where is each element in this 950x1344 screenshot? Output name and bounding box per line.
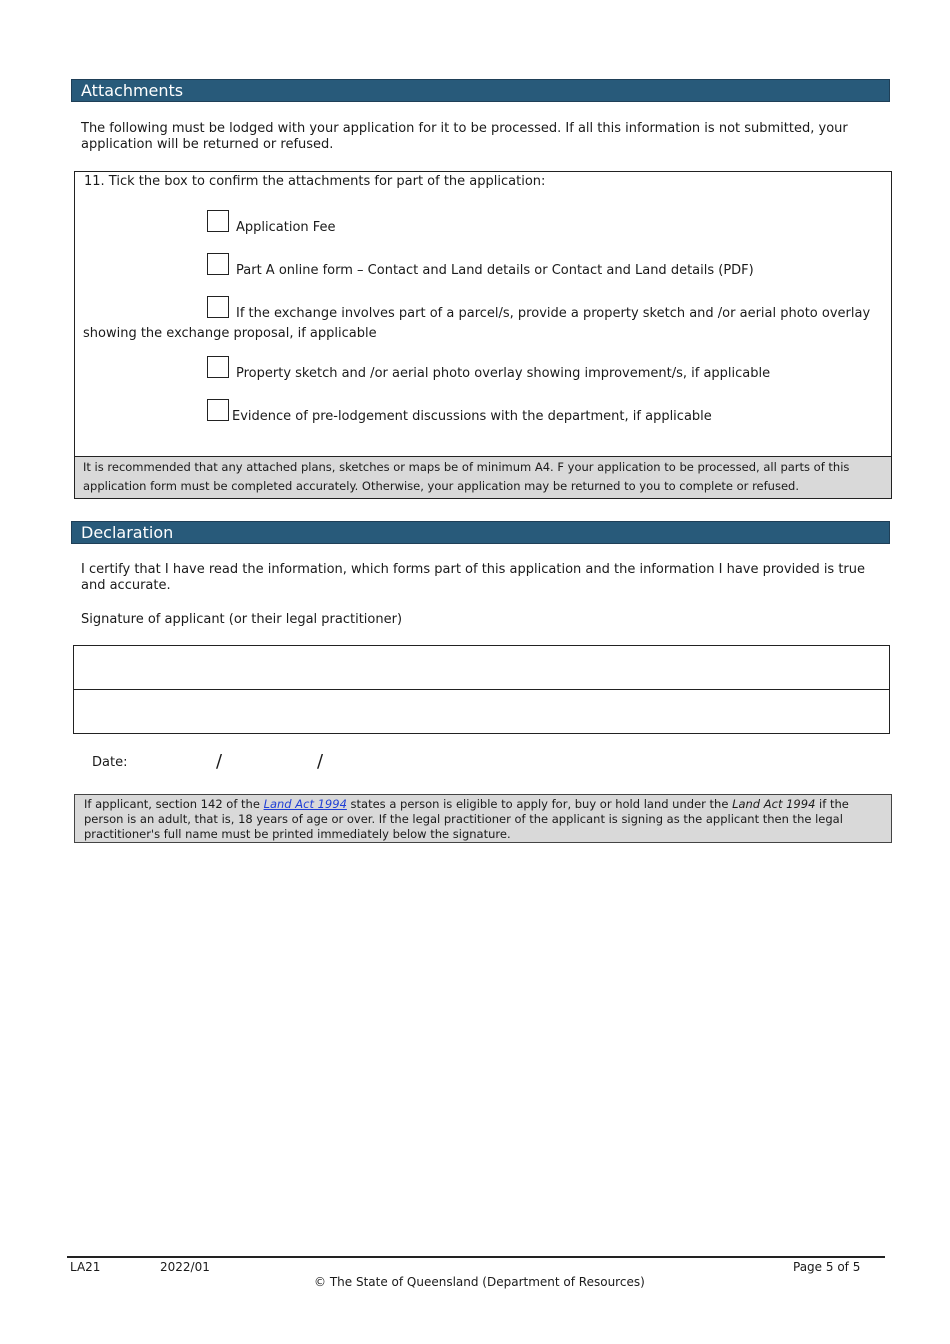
attachments-note: It is recommended that any attached plans, sketches or maps be of minimum A4. F your application to be processed, all parts of this application form must be completed accurately. Otherwise, your application may be returned to you to complete or refused.	[75, 456, 891, 498]
footer-version: 2022/01	[160, 1260, 210, 1274]
land-act-title: Land Act 1994	[732, 797, 816, 811]
date-day-field[interactable]	[130, 750, 210, 774]
footer-page-number: Page 5 of 5	[793, 1260, 861, 1274]
date-separator-1: /	[216, 751, 223, 772]
date-separator-2: /	[317, 751, 324, 772]
date-label: Date:	[92, 755, 128, 770]
question-label: 11. Tick the box to confirm the attachments for part of the application:	[84, 174, 546, 189]
legal-note-part2: states a person is eligible to apply for, buy or hold land under the	[346, 797, 733, 811]
legal-note-part3: if the person is an adult, that is, 18 years of age or over. If the legal practitioner of the applicant is signing as the applicant then the legal practitioner's full name must be printed immediately below the signature.	[84, 797, 849, 841]
signature-field[interactable]	[73, 645, 890, 690]
legal-note	[74, 794, 892, 843]
date-month-field[interactable]	[230, 750, 314, 774]
land-act-link[interactable]: Land Act 1994	[263, 797, 347, 811]
checkbox-pre-lodgement[interactable]	[207, 399, 229, 421]
footer-divider	[67, 1256, 885, 1258]
checkbox-improvements-sketch[interactable]	[207, 356, 229, 378]
footer-copyright: © The State of Queensland (Department of Resources)	[314, 1275, 645, 1289]
attachments-heading: Attachments	[71, 79, 890, 102]
checkbox-label-improvements-sketch: Property sketch and /or aerial photo overlay showing improvement/s, if applicable	[236, 366, 771, 381]
checkbox-part-a-form[interactable]	[207, 253, 229, 275]
date-year-field[interactable]	[332, 750, 422, 774]
checkbox-label-exchange-sketch: If the exchange involves part of a parcel/s, provide a property sketch and /or aerial photo overlay	[236, 306, 871, 321]
footer-form-code: LA21	[70, 1260, 101, 1274]
checkbox-label-application-fee: Application Fee	[236, 220, 336, 235]
checkbox-label-pre-lodgement: Evidence of pre-lodgement discussions with the department, if applicable	[232, 409, 712, 424]
declaration-certify: I certify that I have read the information, which forms part of this application and the information I have provided is true and accurate.	[81, 562, 866, 593]
declaration-heading: Declaration	[71, 521, 890, 544]
checkbox-label-part-a-form: Part A online form – Contact and Land details or Contact and Land details (PDF)	[236, 263, 754, 278]
attachments-intro: The following must be lodged with your application for it to be processed. If all this information is not submitted, your application will be returned or refused.	[81, 121, 848, 152]
name-field[interactable]	[73, 689, 890, 734]
checkbox-application-fee[interactable]	[207, 210, 229, 232]
legal-note-part1: If applicant, section 142 of the	[84, 797, 264, 811]
signature-label: Signature of applicant (or their legal practitioner)	[81, 612, 403, 627]
attachments-checklist	[74, 171, 892, 499]
checkbox-label-exchange-sketch-continued: showing the exchange proposal, if applicable	[83, 326, 377, 341]
checkbox-exchange-sketch[interactable]	[207, 296, 229, 318]
